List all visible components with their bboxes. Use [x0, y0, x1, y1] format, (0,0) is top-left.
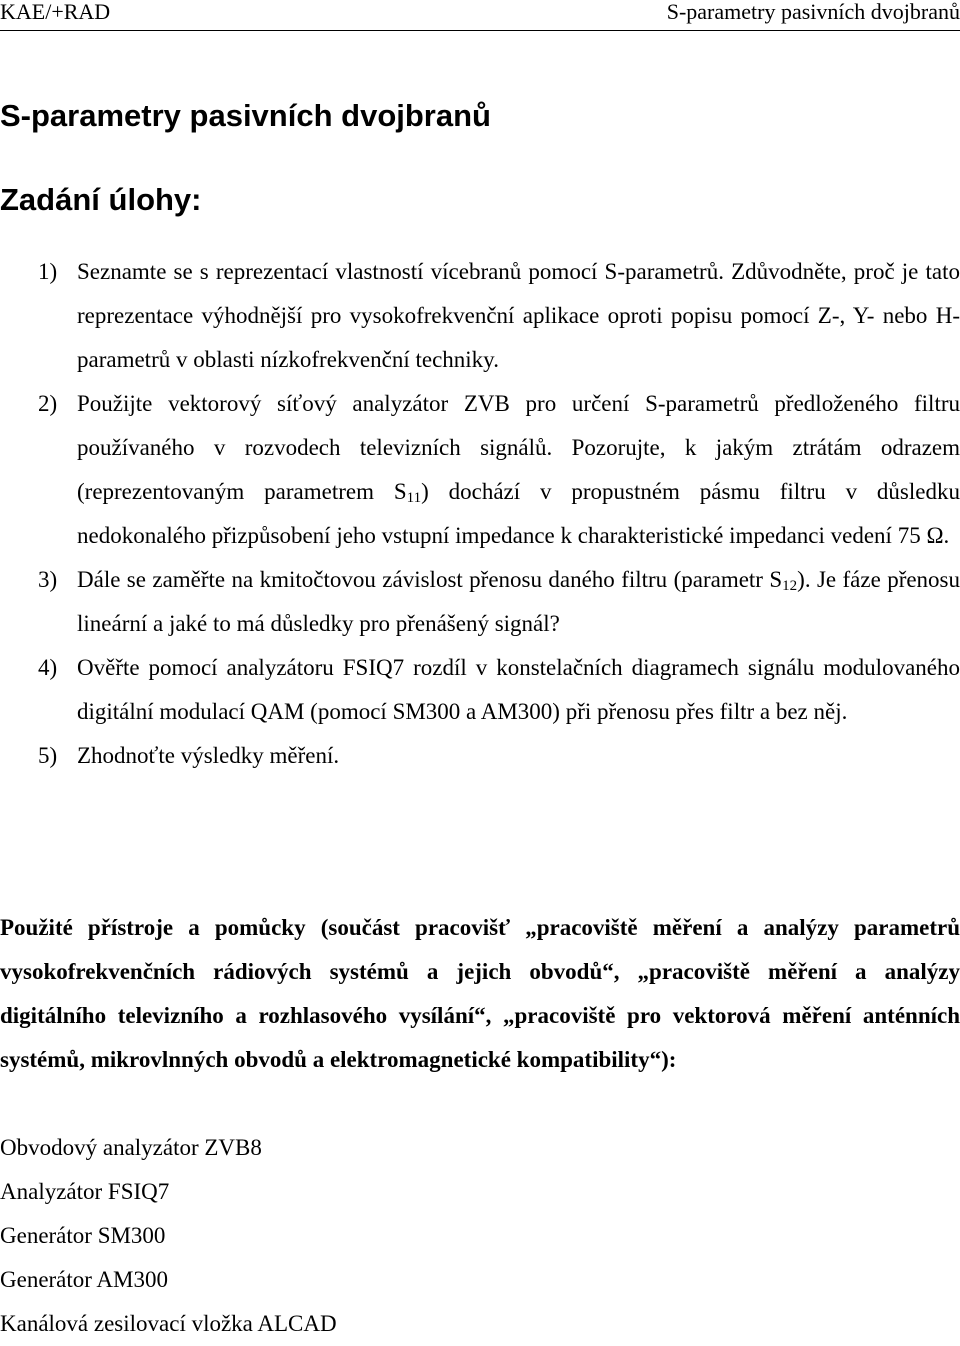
page-title: S-parametry pasivních dvojbranů [0, 98, 491, 133]
header-document-title: S-parametry pasivních dvojbranů [666, 0, 960, 24]
task-item-3 [0, 558, 960, 646]
task-text-continued: ). Je fáze přenosu lineární a jaké to má důsledky pro přenášený signál? [77, 567, 960, 636]
task-text: Ověřte pomocí analyzátoru FSIQ7 rozdíl v konstelačních diagramech signálu modulovaného digitální modulací QAM (pomocí SM300 a AM300) při přenosu přes filtr a bez něj. [77, 655, 960, 724]
task-text-continued: ) dochází v propustném pásmu filtru v důsledku nedokonalého přizpůsobení jeho vstupní impedance k charakteristické impedanci vedení 75 Ω. [77, 479, 960, 548]
task-number: 4) [38, 655, 58, 680]
equipment-item: Analyzátor FSIQ7 [0, 1179, 170, 1204]
equipment-item: Generátor AM300 [0, 1267, 168, 1292]
task-number: 2) [38, 391, 58, 416]
task-text: Použijte vektorový síťový analyzátor ZVB pro určení S-parametrů předloženého filtru používaného v rozvodech televizních signálů. Pozorujte, k jakým ztrátám odrazem (reprezentovaným parametrem S [77, 391, 960, 504]
equipment-item: Generátor SM300 [0, 1223, 166, 1248]
task-text: Seznamte se s reprezentací vlastností vícebranů pomocí S-parametrů. Zdůvodněte, proč je tato reprezentace výhodnější pro vysokofrekvenční aplikace oproti popisu pomocí Z-, Y- nebo H-parametrů v oblasti nízkofrekvenční techniky. [77, 259, 960, 372]
task-text: Dále se zaměřte na kmitočtovou závislost přenosu daného filtru (parametr S [77, 567, 783, 592]
task-number: 3) [38, 567, 58, 592]
tools-heading: Použité přístroje a pomůcky (součást pracovišť „pracoviště měření a analýzy parametrů vysokofrekvenčních rádiových systémů a jejich obvodů“, „pracoviště měření a analýzy digitálního televizního a rozhlasového vysílání“, „pracoviště pro vektorová měření anténních systémů, mikrovlnných obvodů a elektromagnetické kompatibility“): [0, 915, 960, 1072]
header-divider [0, 30, 960, 31]
equipment-list [0, 1126, 337, 1346]
task-number: 5) [38, 743, 58, 768]
task-text: Zhodnoťte výsledky měření. [77, 743, 340, 768]
task-list [0, 250, 960, 778]
header-course-code: KAE/+RAD [0, 0, 111, 24]
task-number: 1) [38, 259, 58, 284]
parameter-subscript: 11 [406, 490, 422, 506]
assignment-heading: Zadání úlohy: [0, 182, 202, 217]
task-item-2 [0, 382, 960, 558]
task-item-1 [0, 250, 960, 382]
task-item-5 [0, 734, 960, 778]
parameter-subscript: 12 [782, 578, 798, 594]
task-item-4 [0, 646, 960, 734]
page-header [0, 0, 960, 30]
equipment-item: Obvodový analyzátor ZVB8 [0, 1135, 262, 1160]
equipment-item: Kanálová zesilovací vložka ALCAD [0, 1311, 337, 1336]
